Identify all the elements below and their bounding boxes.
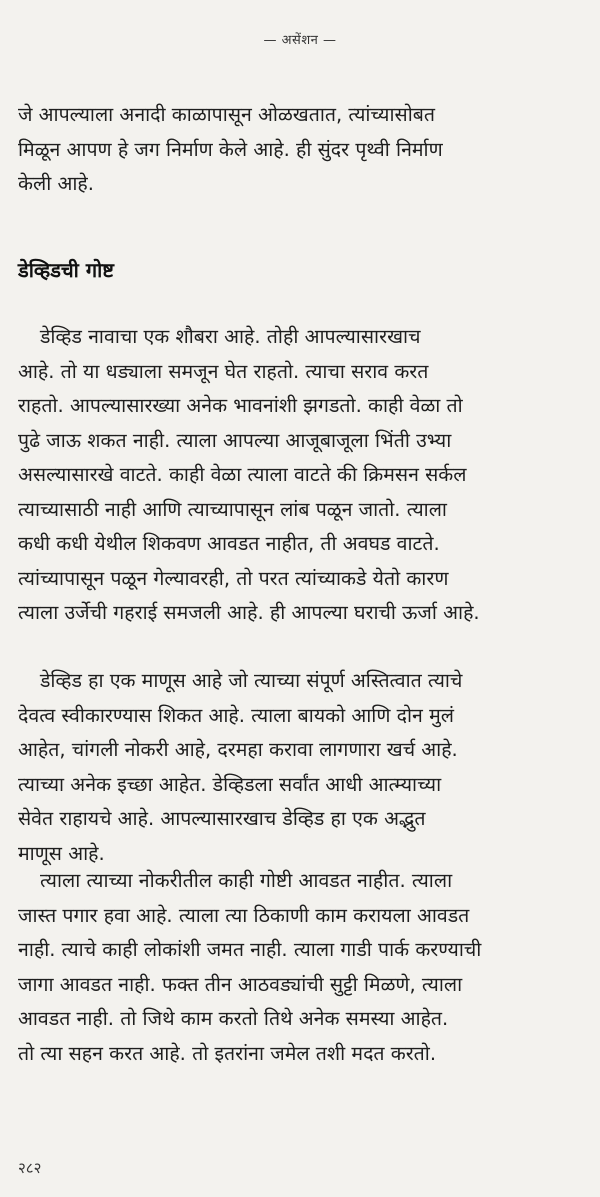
text-line: त्याला उर्जेची गहराई समजली आहे. ही आपल्या घराची ऊर्जा आहे. — [18, 601, 480, 624]
paragraph-1 — [18, 320, 584, 631]
section-heading: डेव्हिडची गोष्ट — [18, 258, 114, 282]
text-line: त्याच्या अनेक इच्छा आहेत. डेव्हिडला सर्वांत आधी आत्म्याच्या — [18, 772, 442, 796]
running-header: — असेंशन — — [263, 33, 337, 48]
text-line: डेव्हिड नावाचा एक शौबरा आहे. तोही आपल्यासारखाच — [40, 325, 421, 348]
text-line: देवत्व स्वीकारण्यास शिकत आहे. त्याला बायको आणि दोन मुलं — [18, 703, 454, 727]
text-line: आहेत, चांगली नोकरी आहे, दरमहा करावा लागणारा खर्च आहे. — [18, 738, 458, 761]
text-line: मिळून आपण हे जग निर्माण केले आहे. ही सुंदर पृथ्वी निर्माण — [18, 137, 443, 161]
text-line: जे आपल्याला अनादी काळापासून ओळखतात, त्यांच्यासोबत — [18, 103, 435, 126]
intro-paragraph — [18, 98, 584, 202]
text-line: माणूस आहे. — [18, 841, 105, 865]
text-line: त्याच्यासाठी नाही आणि त्याच्यापासून लांब पळून जातो. त्याला — [18, 497, 447, 521]
text-line: त्याला त्याच्या नोकरीतील काही गोष्टी आवडत नाहीत. त्याला — [40, 869, 453, 892]
text-line: राहतो. आपल्यासारख्या अनेक भावनांशी झगडतो. काही वेळा तो — [18, 394, 463, 417]
text-line: केली आहे. — [18, 172, 94, 195]
text-line: सेवेत राहायचे आहे. आपल्यासारखाच डेव्हिड हा एक अद्भुत — [18, 807, 426, 830]
text-line: डेव्हिड हा एक माणूस आहे जो त्याच्या संपूर्ण अस्तित्वात त्याचे — [40, 669, 463, 692]
text-line: कधी कधी येथील शिकवण आवडत नाहीत, ती अवघड वाटते. — [18, 532, 440, 555]
text-line: असल्यासारखे वाटते. काही वेळा त्याला वाटते की क्रिमसन सर्कल — [18, 463, 467, 486]
page-number: २८२ — [18, 1159, 42, 1177]
paragraph-2 — [18, 664, 584, 871]
text-line: जास्त पगार हवा आहे. त्याला त्या ठिकाणी काम करायला आवडत — [18, 903, 470, 927]
paragraph-3 — [18, 864, 584, 1071]
text-line: जागा आवडत नाही. फक्त तीन आठवड्यांची सुट्टी मिळणे, त्याला — [18, 972, 463, 996]
text-line: तो त्या सहन करत आहे. तो इतरांना जमेल तशी मदत करतो. — [18, 1041, 437, 1065]
text-line: नाही. त्याचे काही लोकांशी जमत नाही. त्याला गाडी पार्क करण्याची — [18, 938, 482, 961]
text-line: पुढे जाऊ शकत नाही. त्याला आपल्या आजूबाजूला भिंती उभ्या — [18, 428, 452, 452]
text-line: त्यांच्यापासून पळून गेल्यावरही, तो परत त्यांच्याकडे येतो कारण — [18, 566, 449, 590]
text-line: आवडत नाही. तो जिथे काम करतो तिथे अनेक समस्या आहेत. — [18, 1007, 449, 1030]
text-line: आहे. तो या धड्याला समजून घेत राहतो. त्याचा सराव करत — [18, 359, 429, 383]
